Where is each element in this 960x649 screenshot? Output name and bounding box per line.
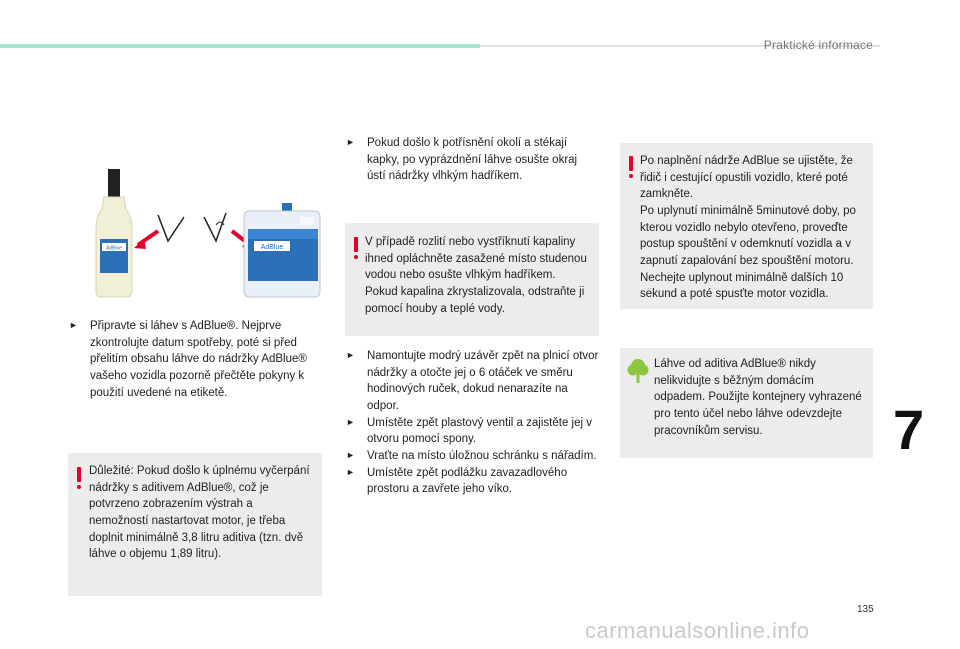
- eco-box-disposal: Láhve od aditiva AdBlue® nikdy nelikvidujte s běžným domácím odpadem. Použijte kontejnery vyhrazené pro tento účel nebo láhve odevzdejte pracovníkům servisu.: [620, 348, 873, 458]
- adblue-illustration: [92, 165, 324, 305]
- bullet-icon: ►: [346, 416, 355, 427]
- tree-eco-icon: [627, 358, 649, 384]
- adblue-canister-image: [244, 203, 320, 297]
- header-accent-bar: [0, 44, 480, 48]
- page-header-title: Praktické informace: [763, 38, 873, 52]
- warning-box-empty-tank: Důležité: Pokud došlo k úplnému vyčerpání nádržky s aditivem AdBlue®, což je potvrzeno zobrazením výstrah a nemožností nastartovat motor, je třeba doplnit minimálně 3,8 litru aditiva (tzn. dvě láhve o objemu 1,89 litru).: [68, 453, 322, 596]
- list-item: ► Vraťte na místo úložnou schránku s nářadím.: [346, 450, 597, 463]
- warning-box-spill: V případě rozlití nebo vystříknutí kapaliny ihned opláchněte zasažené místo studenou vodou nebo osušte vlhkým hadříkem. Pokud kapalina zkrystalizovala, odstraňte ji pomocí houby a teplé vody.: [345, 223, 599, 336]
- bullet-icon: ►: [69, 320, 78, 330]
- list-item: ► Umístěte zpět podlážku zavazadlového prostoru a zavřete jeho víko.: [346, 466, 568, 496]
- bullet-icon: ►: [346, 137, 355, 147]
- list-item: ► Umístěte zpět plastový ventil a zajistěte jej v otvoru pomocí spony.: [346, 416, 592, 446]
- warning-exclamation-icon: [354, 237, 358, 259]
- adblue-bottle-image: [96, 169, 132, 297]
- steps-reassemble: [346, 348, 600, 498]
- chapter-number: 7: [893, 398, 925, 461]
- bottle-label: AdBlue: [105, 245, 123, 252]
- warning-exclamation-icon: [629, 156, 633, 178]
- page-number: 135: [857, 604, 874, 615]
- warning-box-lock-vehicle: Po naplnění nádrže AdBlue se ujistěte, že řidič i cestující opustili vozidlo, které poté zamkněte. Po uplynutí minimálně 5minutové doby, po kterou vozidlo nebylo otevřeno, proveďte postup spouštění v odemknutí vozidla a v zapnutí zapalování bez spouštění motoru. Nechejte uplynout minimálně dalších 10 sekund a poté spusťte motor vozidla.: [620, 143, 873, 309]
- canister-label: AdBlue: [260, 244, 284, 251]
- check-mark-icon: [158, 215, 184, 241]
- bullet-icon: ►: [346, 466, 355, 477]
- bullet-icon: ►: [346, 450, 355, 461]
- step-prepare-bottle: ► Připravte si láhev s AdBlue®. Nejprve zkontrolujte datum spotřeby, poté si před přelitím obsahu láhve do nádržky AdBlue® vašeho vozidla pozorně přečtěte pokyny k použití uvedené na etiketě.: [69, 320, 307, 399]
- watermark: carmanualsonline.info: [585, 618, 810, 643]
- bullet-icon: ►: [346, 350, 355, 360]
- step-wipe-spill: ► Pokud došlo k potřísnění okolí a stékají kapky, po vyprázdnění láhve osušte okraj ústí nádržky vlhkým hadříkem.: [346, 137, 578, 183]
- check-mark-icon: [204, 213, 226, 241]
- warning-exclamation-icon: [77, 467, 81, 489]
- list-item: ► Namontujte modrý uzávěr zpět na plnicí otvor nádržky a otočte jej o 6 otáček ve směru hodinových ruček, dokud nenarazíte na odpor.: [346, 350, 599, 413]
